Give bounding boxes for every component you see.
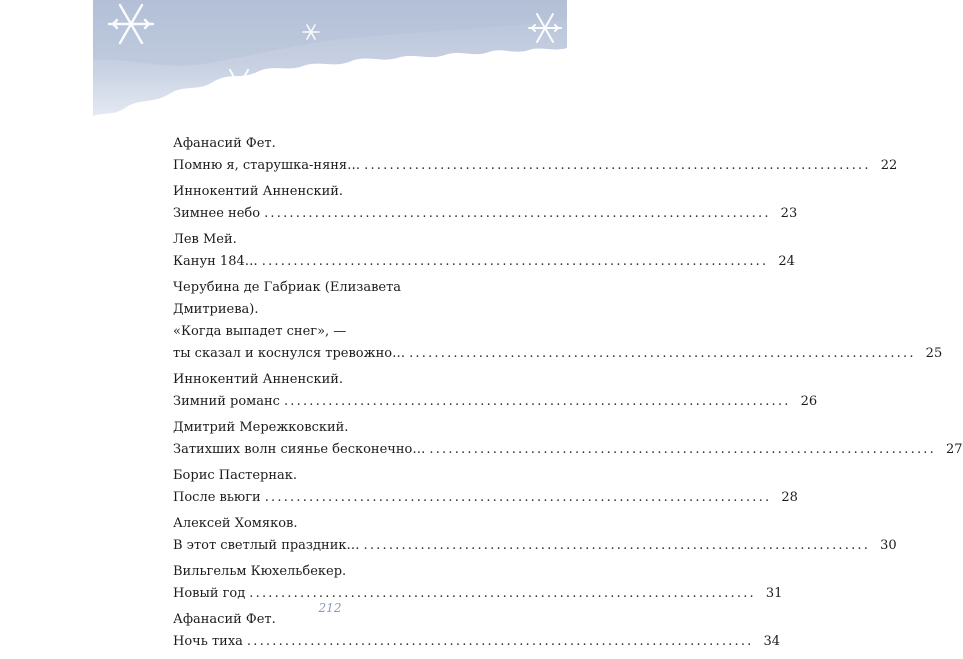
toc-author: Афанасий Фет. [173,612,276,627]
toc-entry [173,465,798,509]
toc-page-number: 26 [800,394,818,409]
toc-page-number: 27 [945,442,963,457]
toc-entry [173,133,898,177]
toc-page-number: 24 [778,254,795,269]
toc-entry [173,513,897,557]
toc-title: ты сказал и коснулся тревожно… [173,346,406,361]
dot-leader: ................................................................................ [261,254,769,269]
dot-leader: ................................................................................ [429,442,936,457]
toc-title-row [173,487,798,509]
toc-author: Черубина де Габриак (Елизавета Дмитриева). [173,280,402,317]
toc-page-number: 31 [765,586,783,601]
dot-leader: ................................................................................ [249,586,756,601]
dot-leader: ................................................................................ [363,538,871,553]
toc-title-row [173,439,963,461]
toc-entry [173,369,818,413]
toc-title-line: «Когда выпадет снег», — [173,324,347,339]
toc-title: В этот светлый праздник… [173,538,360,553]
toc-entry [173,229,795,273]
toc-page-number: 25 [925,346,943,361]
toc-title-row [173,251,795,273]
table-of-contents [173,133,963,657]
dot-leader: ................................................................................ [264,206,771,221]
page-number: 212 [318,601,342,615]
book-page [93,0,963,659]
toc-page-number: 34 [763,634,781,649]
toc-title: Зимнее небо [173,206,261,221]
toc-entry [173,609,781,653]
toc-entry [173,417,963,461]
toc-title: После вьюги [173,490,261,505]
toc-page-number: 30 [880,538,897,553]
toc-title-row [173,535,897,557]
toc-page-number: 28 [781,490,798,505]
toc-title: Зимний романс [173,394,280,409]
toc-title: Затихших волн сиянье бесконечно… [173,442,426,457]
toc-title-row [173,203,798,225]
toc-title: Ночь тиха [173,634,243,649]
toc-entry [173,277,943,365]
toc-title: Канун 184… [173,254,258,269]
toc-title: Новый год [173,586,246,601]
toc-title-row [173,343,943,365]
toc-page-number: 22 [880,158,898,173]
toc-author: Борис Пастернак. [173,468,298,483]
dot-leader: ................................................................................ [246,634,754,649]
toc-author: Алексей Хомяков. [173,516,298,531]
dot-leader: ................................................................................ [283,394,791,409]
toc-title: Помню я, старушка-няня… [173,158,361,173]
toc-author: Лев Мей. [173,232,237,247]
toc-author: Вильгельм Кюхельбекер. [173,564,347,579]
toc-title-row [173,155,898,177]
toc-page-number: 23 [780,206,798,221]
watercolor-header [93,0,567,120]
toc-title-row [173,631,781,653]
toc-title-row [173,391,818,413]
toc-author: Иннокентий Анненский. [173,372,344,387]
dot-leader: ................................................................................ [364,158,871,173]
toc-author: Иннокентий Анненский. [173,184,344,199]
dot-leader: ................................................................................ [264,490,772,505]
toc-author: Дмитрий Мережковский. [173,420,349,435]
toc-author: Афанасий Фет. [173,136,276,151]
toc-entry [173,561,783,605]
dot-leader: ................................................................................ [409,346,916,361]
toc-entry [173,181,798,225]
